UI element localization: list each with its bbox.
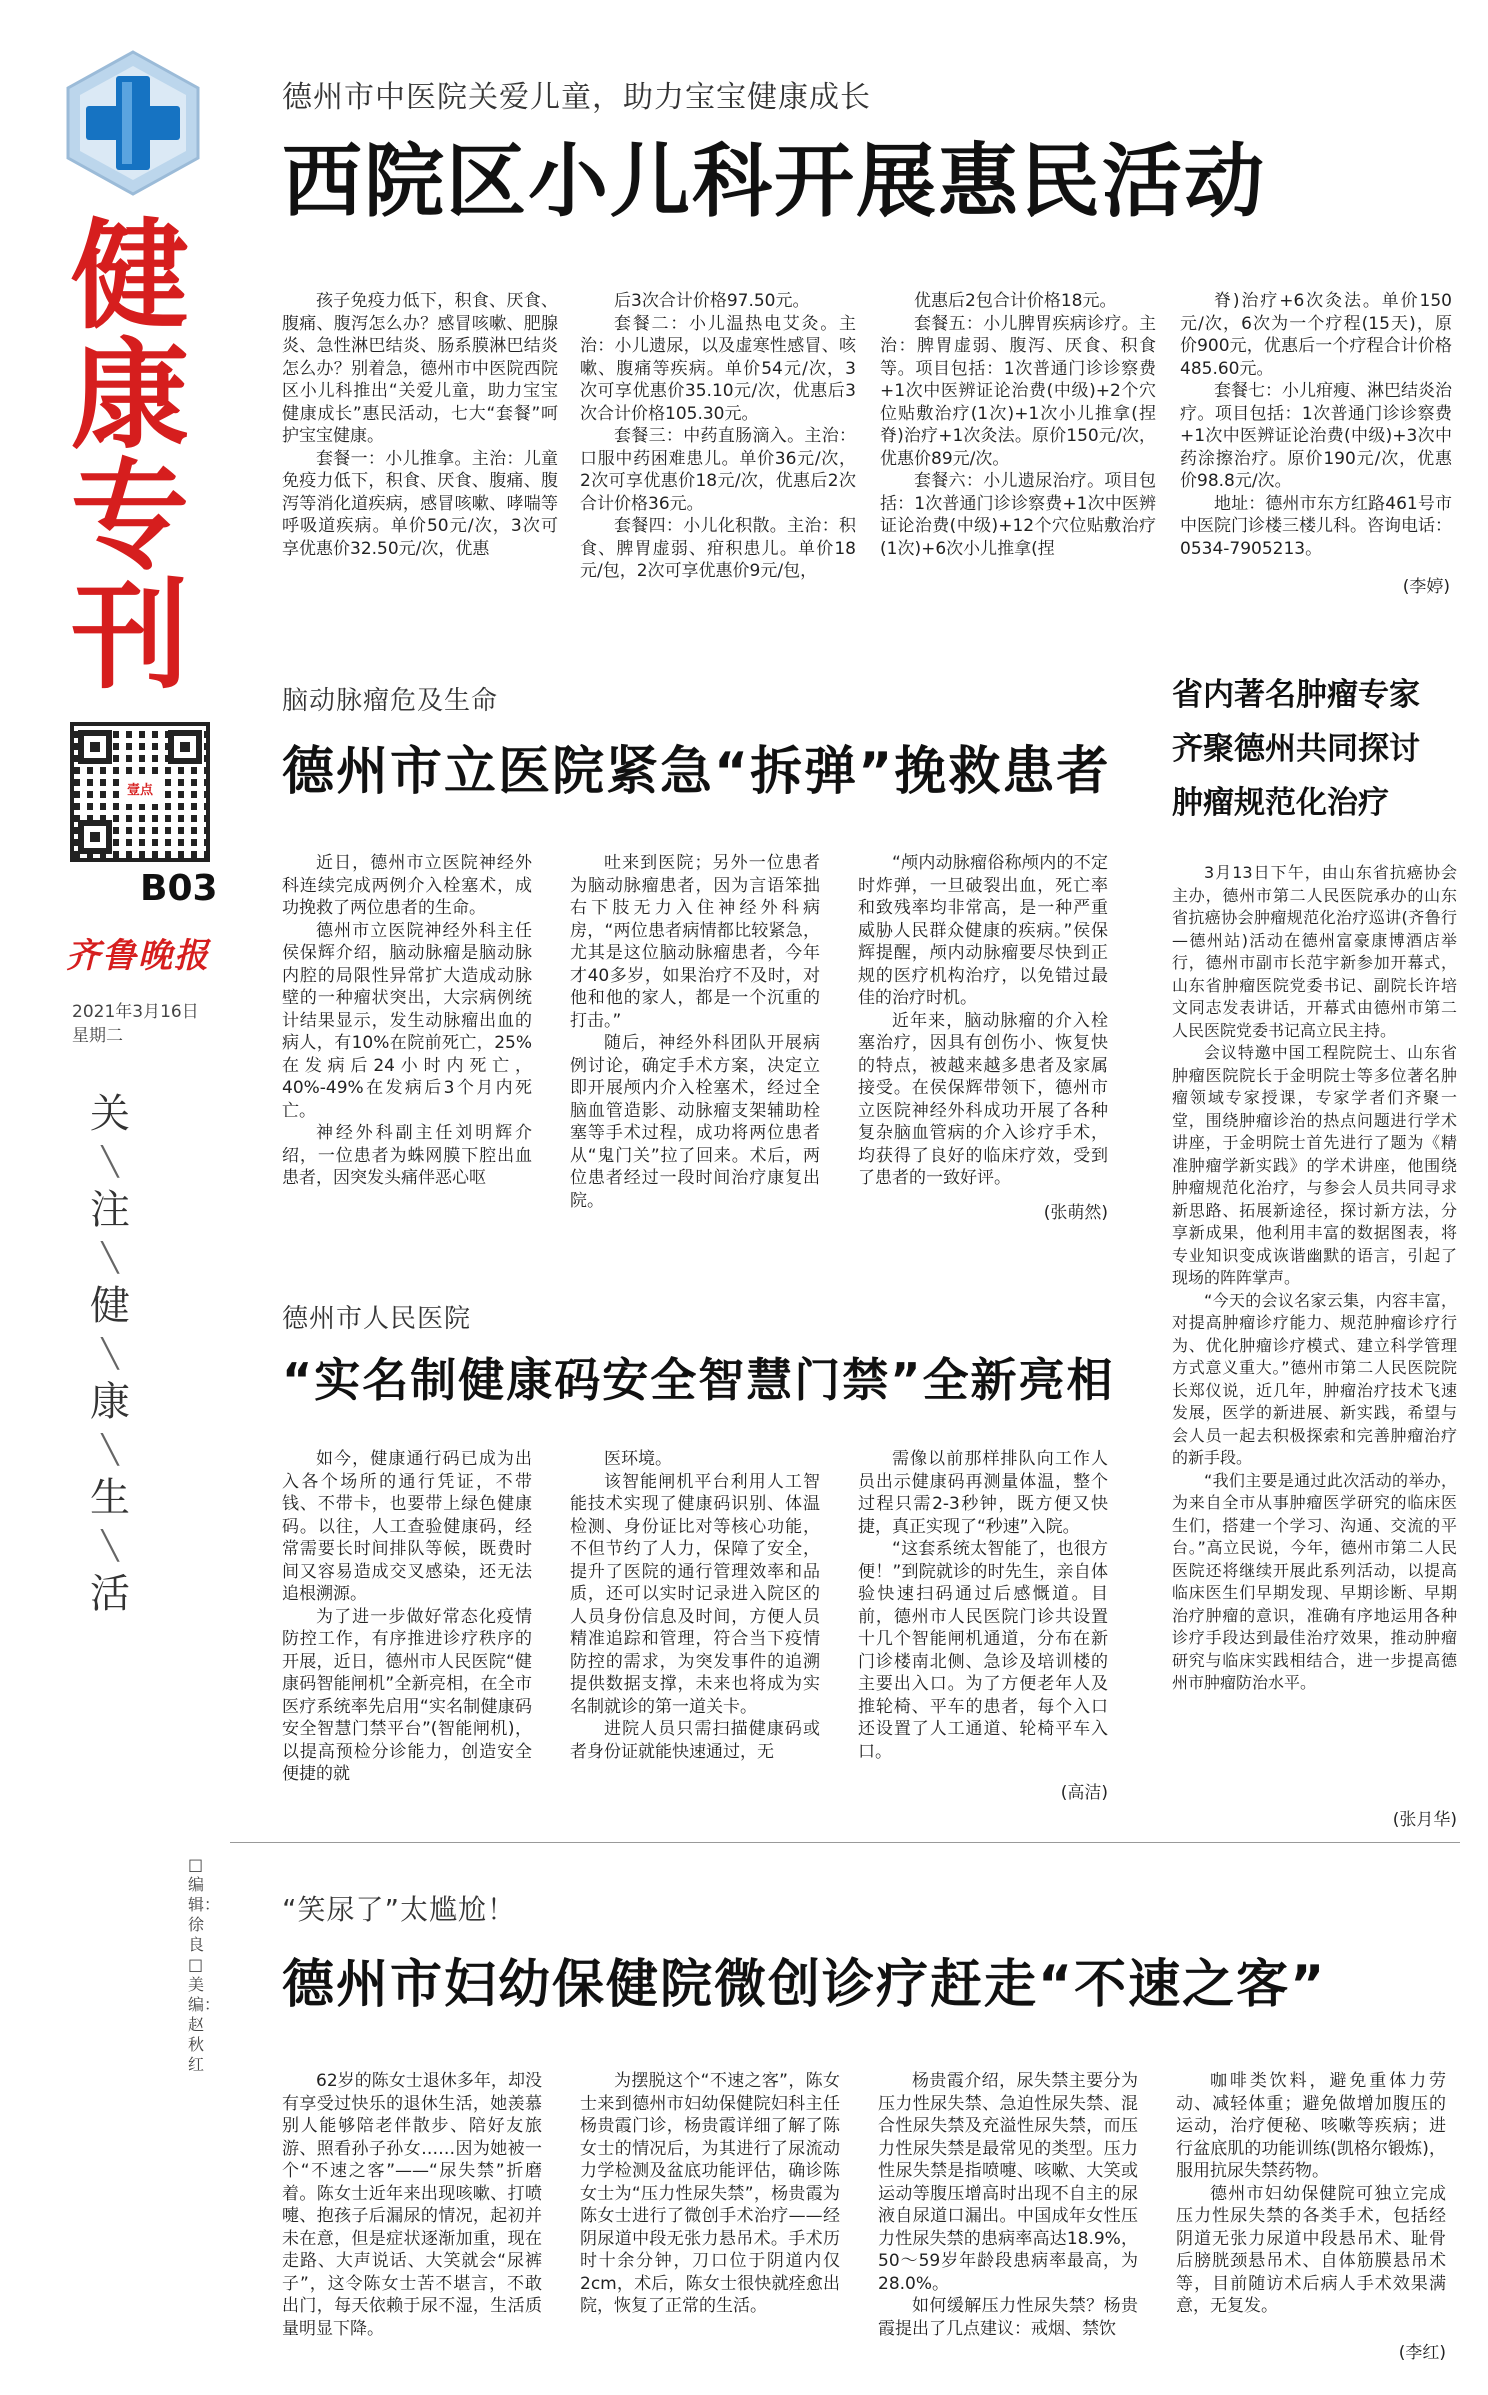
qr-code[interactable] <box>70 722 210 862</box>
masthead-char: 健 <box>70 206 189 345</box>
slogan-char: ╲ <box>101 1337 119 1370</box>
article4-author: (张月华) <box>1392 1810 1457 1830</box>
issue-date <box>72 1000 199 1048</box>
article1-col3: 优惠后2包合计价格18元。 套餐五：小儿脾胃疾病诊疗。主治：脾胃虚弱、腹泻、厌食、积食等。项目包括：1次普通门诊诊察费+1次中医辨证论治费(中级)+2个穴位贴敷治疗(1次)+1次小儿推拿(捏脊)治疗+1次灸法。原价150元/次，优惠价89元/次。 套餐六：小儿遗尿治疗。项目包括：1次普通门诊诊察费+1次中医辨证论治费(中级)+12个穴位贴敷治疗(1次)+6次小儿推拿(捏 <box>880 291 1156 559</box>
article2-col2: 吐来到医院；另外一位患者为脑动脉瘤患者，因为言语笨拙右下肢无力入住神经外科病房，“两位患者病情都比较紧急，尤其是这位脑动脉瘤患者，今年才40多岁，如果治疗不及时，对他和他的家人，都是一个沉重的打击。” 随后，神经外科团队开展病例讨论，确定手术方案，决定立即开展颅内介入栓塞术，经过全脑血管造影、动脉瘤支架辅助栓塞等手术过程，成功将两位患者从“鬼门关”拉了回来。术后，两位患者经过一段时间治疗康复出院。 <box>570 853 820 1211</box>
article2-col3: “颅内动脉瘤俗称颅内的不定时炸弹，一旦破裂出血，死亡率和致残率均非常高，是一种严重威胁人民群众健康的疾病。”侯保辉提醒，颅内动脉瘤要尽快到正规的医疗机构治疗，以免错过最佳的治疗时机。 近年来，脑动脉瘤的介入栓塞治疗，因具有创伤小、恢复快的特点，被越来越多患者及家属接受。在侯保辉带领下，德州市立医院神经外科成功开展了各种复杂脑血管病的介入诊疗手术，均获得了良好的临床疗效，受到了患者的一致好评。 <box>858 853 1108 1188</box>
article5-kicker: “笑尿了”太尴尬！ <box>282 1893 517 1926</box>
article4-title-line: 齐聚德州共同探讨 <box>1172 731 1420 767</box>
article3-author: (高洁) <box>1060 1783 1108 1803</box>
masthead-char: 刊 <box>70 566 189 705</box>
slogan-char: 关 <box>90 1091 130 1137</box>
article4-title <box>1172 668 1457 830</box>
article3-col1: 如今，健康通行码已成为出入各个场所的通行凭证，不带钱、不带卡，也要带上绿色健康码。以往，人工查验健康码，经常需要长时间排队等候，既费时间又容易造成交叉感染，还无法追根溯源。 为了进一步做好常态化疫情防控工作，有序推进诊疗秩序的开展，近日，德州市人民医院“健康码智能闸机”全新亮相，在全市医疗系统率先启用“实名制健康码安全智慧门禁平台”(智能闸机)，以提高预检分诊能力，创造安全便捷的就 <box>282 1449 532 1784</box>
date-text: 2021年3月16日 <box>72 1002 199 1022</box>
slogan-char: 注 <box>90 1187 130 1233</box>
slogan-char: 康 <box>90 1379 130 1425</box>
masthead-char: 专 <box>70 446 189 585</box>
article1-col4: 脊)治疗+6次灸法。单价150元/次，6次为一个疗程(15天)，原价900元，优惠后一个疗程合计价格485.60元。 套餐七：小儿疳瘦、淋巴结炎治疗。项目包括：1次普通门诊诊察费+1次中医辨证论治费(中级)+3次中药涂擦治疗。原价190元/次，优惠价98.8元/次。 地址：德州市东方红路461号市中医院门诊楼三楼儿科。咨询电话：0534-7905213。 <box>1180 291 1452 559</box>
slogan-char: 健 <box>90 1283 130 1329</box>
page-number: B03 <box>140 868 218 909</box>
weekday-text: 星期二 <box>72 1026 123 1046</box>
article5-author: (李红) <box>1398 2343 1446 2363</box>
article5-col2: 为摆脱这个“不速之客”，陈女士来到德州市妇幼保健院妇科主任杨贵霞门诊，杨贵霞详细了解了陈女士的情况后，为其进行了尿流动力学检测及盆底功能评估，确诊陈女士为“压力性尿失禁”，杨贵霞为陈女士进行了微创手术治疗——经阴尿道中段无张力悬吊术。手术历时十余分钟，刀口位于阴道内仅2cm，术后，陈女士很快就痊愈出院，恢复了正常的生活。 <box>580 2071 840 2316</box>
article1-kicker: 德州市中医院关爱儿童，助力宝宝健康成长 <box>282 80 871 115</box>
article5-col3: 杨贵霞介绍，尿失禁主要分为压力性尿失禁、急迫性尿失禁、混合性尿失禁及充溢性尿失禁，而压力性尿失禁是最常见的类型。压力性尿失禁是指喷嚏、咳嗽、大笑或运动等腹压增高时出现不自主的尿液自尿道口漏出。中国成年女性压力性尿失禁的患病率高达18.9%，50～59岁年龄段患病率最高，为28.0%。 如何缓解压力性尿失禁？杨贵霞提出了几点建议：戒烟、禁饮 <box>878 2071 1138 2339</box>
article1-title: 西院区小儿科开展惠民活动 <box>282 135 1266 228</box>
article2-col1: 近日，德州市立医院神经外科连续完成两例介入栓塞术，成功挽救了两位患者的生命。 德州市立医院神经外科主任侯保辉介绍，脑动脉瘤是脑动脉内腔的局限性异常扩大造成动脉壁的一种瘤状突出，大宗病例统计结果显示，发生动脉瘤出血的病人，有10%在院前死亡，25%在发病后24小时内死亡，40%-49%在发病后3个月内死亡。 神经外科副主任刘明辉介绍，一位患者为蛛网膜下腔出血患者，因突发头痛伴恶心呕 <box>282 853 532 1188</box>
editor-credit: □编辑：徐良 □美编：赵秋红 <box>188 1855 221 2074</box>
article5-col4: 咖啡类饮料，避免重体力劳动、减轻体重；避免做增加腹压的运动，治疗便秘、咳嗽等疾病；进行盆底肌的功能训练(凯格尔锻炼)，服用抗尿失禁药物。 德州市妇幼保健院可独立完成压力性尿失禁的各类手术，包括经阴道无张力尿道中段悬吊术、耻骨后膀胱颈悬吊术、自体筋膜悬吊术等，目前随访术后病人手术效果满意，无复发。 <box>1176 2071 1446 2316</box>
left-rail <box>0 0 230 2395</box>
article4-body: 3月13日下午，由山东省抗癌协会主办，德州市第二人民医院承办的山东省抗癌协会肿瘤规范化治疗巡讲(齐鲁行—德州站)活动在德州富豪康博酒店举行，德州市副市长范宇新参加开幕式，山东省肿瘤医院党委书记、副院长许培文同志发表讲话，开幕式由德州市第二人民医院党委书记高立民主持。 会议特邀中国工程院院士、山东省肿瘤医院院长于金明院士等多位著名肿瘤领域专家授课，专家学者们齐聚一堂，围绕肿瘤诊治的热点问题进行学术讲座，于金明院士首先进行了题为《精准肿瘤学新实践》的学术讲座，他围绕肿瘤规范化治疗，与参会人员共同寻求新思路、拓展新途径，探讨新方法，分享新成果，他利用丰富的数据图表，将专业知识变成诙谐幽默的语言，引起了现场的阵阵掌声。 “今天的会议名家云集，内容丰富，对提高肿瘤诊疗能力、规范肿瘤诊疗行为、优化肿瘤诊疗模式、建立科学管理方式意义重大。”德州市第二人民医院院长郑仪说，近几年，肿瘤治疗技术飞速发展，医学的新进展、新实践，希望与会人员一起去积极探索和完善肿瘤治疗的新手段。 “我们主要是通过此次活动的举办，为来自全市从事肿瘤医学研究的临床医生们，搭建一个学习、沟通、交流的平台。”高立民说，今年，德州市第二人民医院还将继续开展此系列活动，以提高临床医生们早期发现、早期诊断、早期治疗肿瘤的意识，准确有序地运用各种诊疗手段达到最佳治疗效果，推动肿瘤研究与临床实践相结合，进一步提高德州市肿瘤防治水平。 <box>1172 863 1457 1692</box>
article2-title: 德州市立医院紧急“拆弹”挽救患者 <box>282 742 1111 802</box>
qr-label: 壹点 <box>120 778 160 804</box>
section-divider <box>230 1842 1460 1843</box>
paper-name: 齐鲁晚报 <box>66 936 210 976</box>
slogan-char: ╲ <box>101 1529 119 1562</box>
focus-slogan <box>80 1090 140 1618</box>
article5-col1: 62岁的陈女士退休多年，却没有享受过快乐的退休生活，她羡慕别人能够陪老伴散步、陪好友旅游、照看孙子孙女……因为她被一个“不速之客”——“尿失禁”折磨着。陈女士近年来出现咳嗽、打喷嚏、抱孩子后漏尿的情况，起初并未在意，但是症状逐渐加重，现在走路、大声说话、大笑就会“尿裤子”，这令陈女士苦不堪言，不敢出门，每天依赖于尿不湿，生活质量明显下降。 <box>282 2071 542 2339</box>
article4-title-line: 省内著名肿瘤专家 <box>1172 677 1420 713</box>
article3-title: “实名制健康码安全智慧门禁”全新亮相 <box>282 1353 1115 1407</box>
slogan-char: 活 <box>90 1571 130 1617</box>
article4-title-line: 肿瘤规范化治疗 <box>1172 785 1389 821</box>
article3-col3: 需像以前那样排队向工作人员出示健康码再测量体温，整个过程只需2-3秒钟，既方便又快捷，真正实现了“秒速”入院。 “这套系统太智能了，也很方便！”到院就诊的时先生，亲自体验快速扫码通过后感慨道。目前，德州市人民医院门诊共设置十几个智能闸机通道，分布在新门诊楼南北侧、急诊及培训楼的主要出入口。为了方便老年人及推轮椅、平车的患者，每个入口还设置了人工通道、轮椅平车入口。 <box>858 1449 1108 1762</box>
slogan-char: 生 <box>90 1475 130 1521</box>
slogan-char: ╲ <box>101 1433 119 1466</box>
article1-col2: 后3次合计价格97.50元。 套餐二：小儿温热电艾灸。主治：小儿遗尿，以及虚寒性感冒、咳嗽、腹痛等疾病。单价54元/次，3次可享优惠价35.10元/次，优惠后3次合计价格105.30元。 套餐三：中药直肠滴入。主治：口服中药困难患儿。单价36元/次，2次可享优惠价18元/次，优惠后2次合计价格36元。 套餐四：小儿化积散。主治：积食、脾胃虚弱、疳积患儿。单价18元/包，2次可享优惠价9元/包， <box>580 291 856 581</box>
slogan-char: ╲ <box>101 1145 119 1178</box>
article5-title: 德州市妇幼保健院微创诊疗赶走“不速之客” <box>282 1955 1327 2015</box>
article1-author: (李婷) <box>1402 577 1450 597</box>
hospital-cross-logo-icon <box>58 48 208 198</box>
masthead-char: 康 <box>70 326 189 465</box>
article2-kicker: 脑动脉瘤危及生命 <box>282 686 499 716</box>
article3-col2: 医环境。 该智能闸机平台利用人工智能技术实现了健康码识别、体温检测、身份证比对等核心功能，不但节约了人力，保障了安全，提升了医院的通行管理效率和品质，还可以实时记录进入院区的人员身份信息及时间，方便人员精准追踪和管理，符合当下疫情防控的需求，为突发事件的追溯提供数据支撑，未来也将成为实名制就诊的第一道关卡。 进院人员只需扫描健康码或者身份证就能快速通过，无 <box>570 1449 820 1762</box>
article3-kicker: 德州市人民医院 <box>282 1304 472 1334</box>
article2-author: (张萌然) <box>1043 1203 1108 1223</box>
article1-col1: 孩子免疫力低下，积食、厌食、腹痛、腹泻怎么办？感冒咳嗽、肥腺炎、急性淋巴结炎、肠系膜淋巴结炎怎么办？别着急，德州市中医院西院区小儿科推出“关爱儿童，助力宝宝健康成长”惠民活动，七大“套餐”呵护宝宝健康。 套餐一：小儿推拿。主治：儿童免疫力低下，积食、厌食、腹痛、腹泻等消化道疾病，感冒咳嗽、哮喘等呼吸道疾病。单价50元/次，3次可享优惠价32.50元/次，优惠 <box>282 291 558 559</box>
slogan-char: ╲ <box>101 1241 119 1274</box>
